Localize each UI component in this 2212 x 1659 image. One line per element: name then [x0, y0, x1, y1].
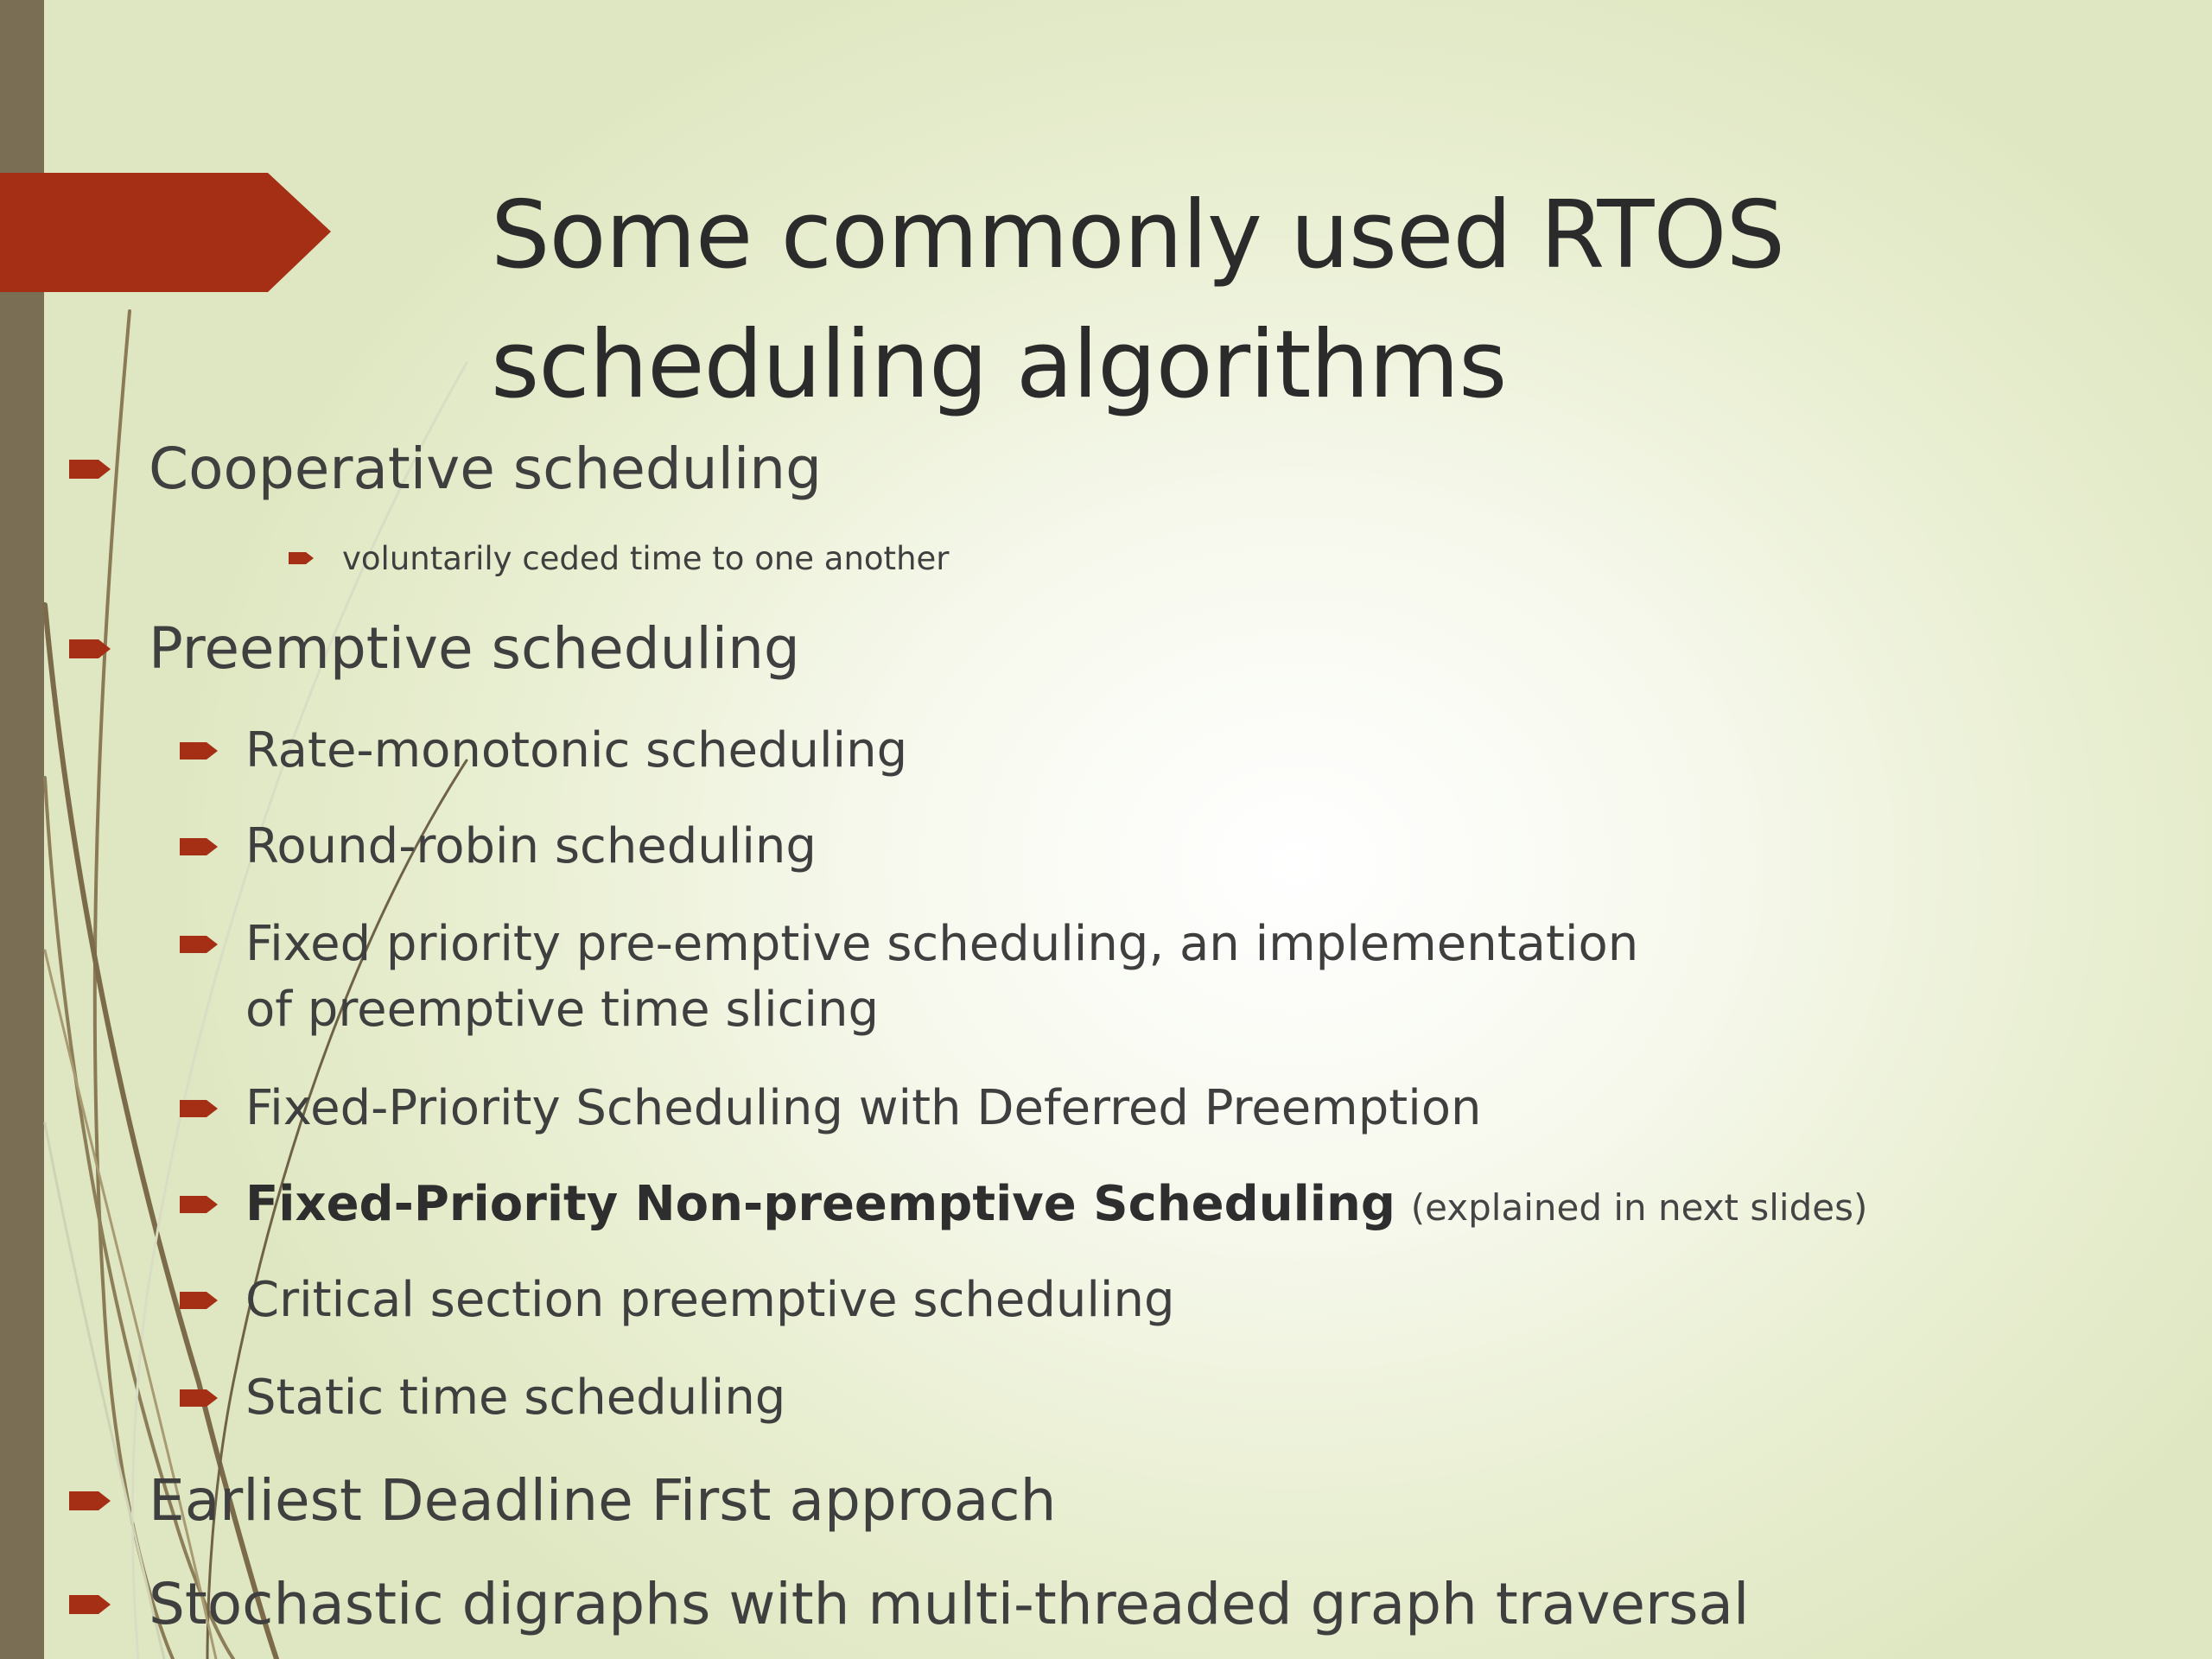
bullet-arrow-icon	[69, 456, 112, 482]
bullet-arrow-icon	[180, 1096, 219, 1121]
bold-bullet-text: Fixed-Priority Non-preemptive Scheduling	[245, 1176, 1395, 1232]
sub-bullet-text-continued: of preemptive time slicing	[245, 982, 880, 1038]
bullet-text: Preemptive scheduling	[149, 615, 800, 682]
bullet-text: Earliest Deadline First approach	[149, 1467, 1057, 1534]
sub-bullet-text-highlighted	[245, 1172, 1867, 1241]
sub-bullet-text: Fixed-Priority Scheduling with Deferred Preemption	[245, 1080, 1482, 1136]
bullet-arrow-icon	[180, 932, 219, 957]
sub-bullet-text: Static time scheduling	[245, 1370, 786, 1426]
bullet-text: Stochastic digraphs with multi-threaded graph traversal	[149, 1571, 1750, 1637]
bullet-arrow-icon	[180, 1386, 219, 1410]
bullet-arrow-icon	[180, 1288, 219, 1313]
title-arrow-shape	[0, 173, 331, 292]
bullet-arrow-icon	[289, 550, 315, 567]
slide-title: Some commonly used RTOS scheduling algorithms	[491, 181, 1785, 419]
bullet-text: Cooperative scheduling	[149, 435, 823, 502]
sub-bullet-text: Round-robin scheduling	[245, 818, 817, 874]
bullet-note: (explained in next slides)	[1410, 1186, 1868, 1229]
bullet-arrow-icon	[180, 739, 219, 763]
bullet-arrow-icon	[69, 1592, 112, 1618]
sub-bullet-text: Fixed priority pre-emptive scheduling, an implementation	[245, 916, 1639, 972]
bullet-arrow-icon	[180, 1192, 219, 1217]
sub-bullet-text: Critical section preemptive scheduling	[245, 1272, 1175, 1328]
sub-bullet-text: Rate-monotonic scheduling	[245, 722, 908, 779]
bullet-arrow-icon	[69, 636, 112, 662]
bullet-arrow-icon	[69, 1488, 112, 1514]
bullet-arrow-icon	[180, 835, 219, 859]
sub-bullet-text: voluntarily ceded time to one another	[342, 540, 950, 577]
